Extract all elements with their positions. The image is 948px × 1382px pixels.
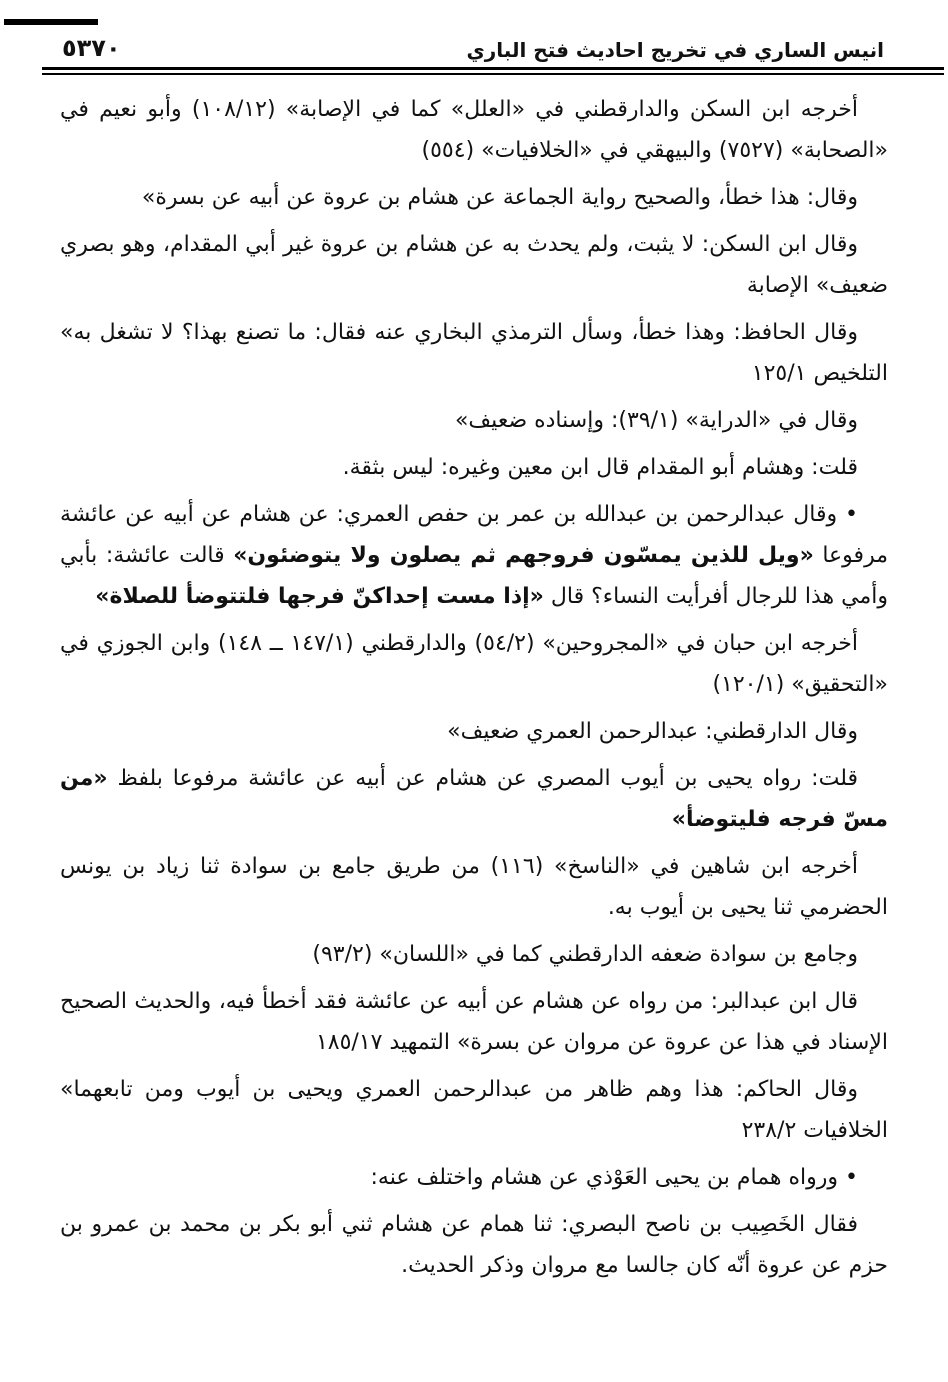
paragraph-text: وقال الحافظ: وهذا خطأ، وسأل الترمذي البخاري عنه فقال: ما تصنع بهذا؟ لا تشغل به» التلخيص ١٢٥/١ [60, 320, 888, 386]
hadith-bold-text: «ويل للذين يمسّون فروجهم ثم يصلون ولا يتوضئون» [233, 543, 814, 568]
header-divider-rule [42, 67, 944, 75]
book-title: انيس الساري في تخريج احاديث فتح الباري [466, 38, 884, 62]
paragraph-text: وقال الحاكم: هذا وهم ظاهر من عبدالرحمن العمري ويحيى بن أيوب ومن تابعهما» الخلافيات ٢٣٨/٢ [60, 1077, 888, 1143]
hadith-bold-text: «إذا مست إحداكنّ فرجها فلتتوضأ للصلاة» [95, 584, 544, 609]
page-body [60, 89, 888, 1286]
paragraph-10 [60, 758, 888, 840]
scan-artifact-mark [4, 19, 98, 25]
page-number: ٥٣٧٠ [62, 34, 121, 62]
paragraph-3 [60, 224, 888, 306]
paragraph-7 [60, 494, 888, 617]
paragraph-text: قالت عائشة: بأبي وأمي هذا للرجال أفرأيت النساء؟ قال [60, 543, 888, 609]
paragraph-16 [60, 1204, 888, 1286]
paragraph-text: قلت: رواه يحيى بن أيوب المصري عن هشام عن أبيه عن عائشة مرفوعا بلفظ [107, 766, 858, 791]
paragraph-text: أخرجه ابن السكن والدارقطني في «العلل» كما في الإصابة» (١٠٨/١٢) وأبو نعيم في «الصحابة» (٧٥٢٧) والبيهقي في «الخلافيات» (٥٥٤) [60, 97, 888, 163]
paragraph-15 [60, 1157, 888, 1198]
paragraph-11 [60, 846, 888, 928]
paragraph-6 [60, 447, 888, 488]
paragraph-text: فقال الخَصِيب بن ناصح البصري: ثنا همام عن هشام ثني أبو بكر بن محمد بن عمرو بن حزم عن عروة أنّه كان جالسا مع مروان وذكر الحديث. [60, 1212, 888, 1278]
paragraph-8 [60, 623, 888, 705]
paragraph-14 [60, 1069, 888, 1151]
paragraph-9 [60, 711, 888, 752]
hadith-bold-text: «من مسّ فرجه فليتوضأ» [60, 766, 888, 832]
paragraph-5 [60, 400, 888, 441]
paragraph-text: أخرجه ابن حبان في «المجروحين» (٥٤/٢) والدارقطني (١٤٧/١ ــ ١٤٨) وابن الجوزي في «التحقيق» (١٢٠/١) [60, 631, 888, 697]
paragraph-2 [60, 177, 888, 218]
paragraph-text: أخرجه ابن شاهين في «الناسخ» (١١٦) من طريق جامع بن سوادة ثنا زياد بن يونس الحضرمي ثنا يحيى بن أيوب به. [60, 854, 888, 920]
paragraph-13 [60, 981, 888, 1063]
paragraph-text: وقال: هذا خطأ، والصحيح رواية الجماعة عن هشام بن عروة عن أبيه عن بسرة» [141, 185, 858, 210]
paragraph-4 [60, 312, 888, 394]
paragraph-text: وقال ابن السكن: لا يثبت، ولم يحدث به عن هشام بن عروة غير أبي المقدام، وهو بصري ضعيف» الإصابة [60, 232, 888, 298]
paragraph-text: • ورواه همام بن يحيى العَوْذي عن هشام واختلف عنه: [370, 1165, 858, 1190]
paragraph-1 [60, 89, 888, 171]
paragraph-12 [60, 934, 888, 975]
paragraph-text: قلت: وهشام أبو المقدام قال ابن معين وغيره: ليس بثقة. [342, 455, 858, 480]
paragraph-text: • وقال عبدالرحمن بن عبدالله بن عمر بن حفص العمري: عن هشام عن أبيه عن عائشة مرفوعا [60, 502, 888, 568]
paragraph-text: قال ابن عبدالبر: من رواه عن هشام عن أبيه عن عائشة فقد أخطأ فيه، والحديث الصحيح الإسناد في هذا عن عروة عن مروان عن بسرة» التمهيد ١٨٥/١٧ [60, 989, 888, 1055]
page-header [60, 36, 888, 60]
paragraph-text: وقال في «الدراية» (٣٩/١): وإسناده ضعيف» [454, 408, 858, 433]
paragraph-text: وجامع بن سوادة ضعفه الدارقطني كما في «اللسان» (٩٣/٢) [312, 942, 858, 967]
paragraph-text: وقال الدارقطني: عبدالرحمن العمري ضعيف» [447, 719, 858, 744]
